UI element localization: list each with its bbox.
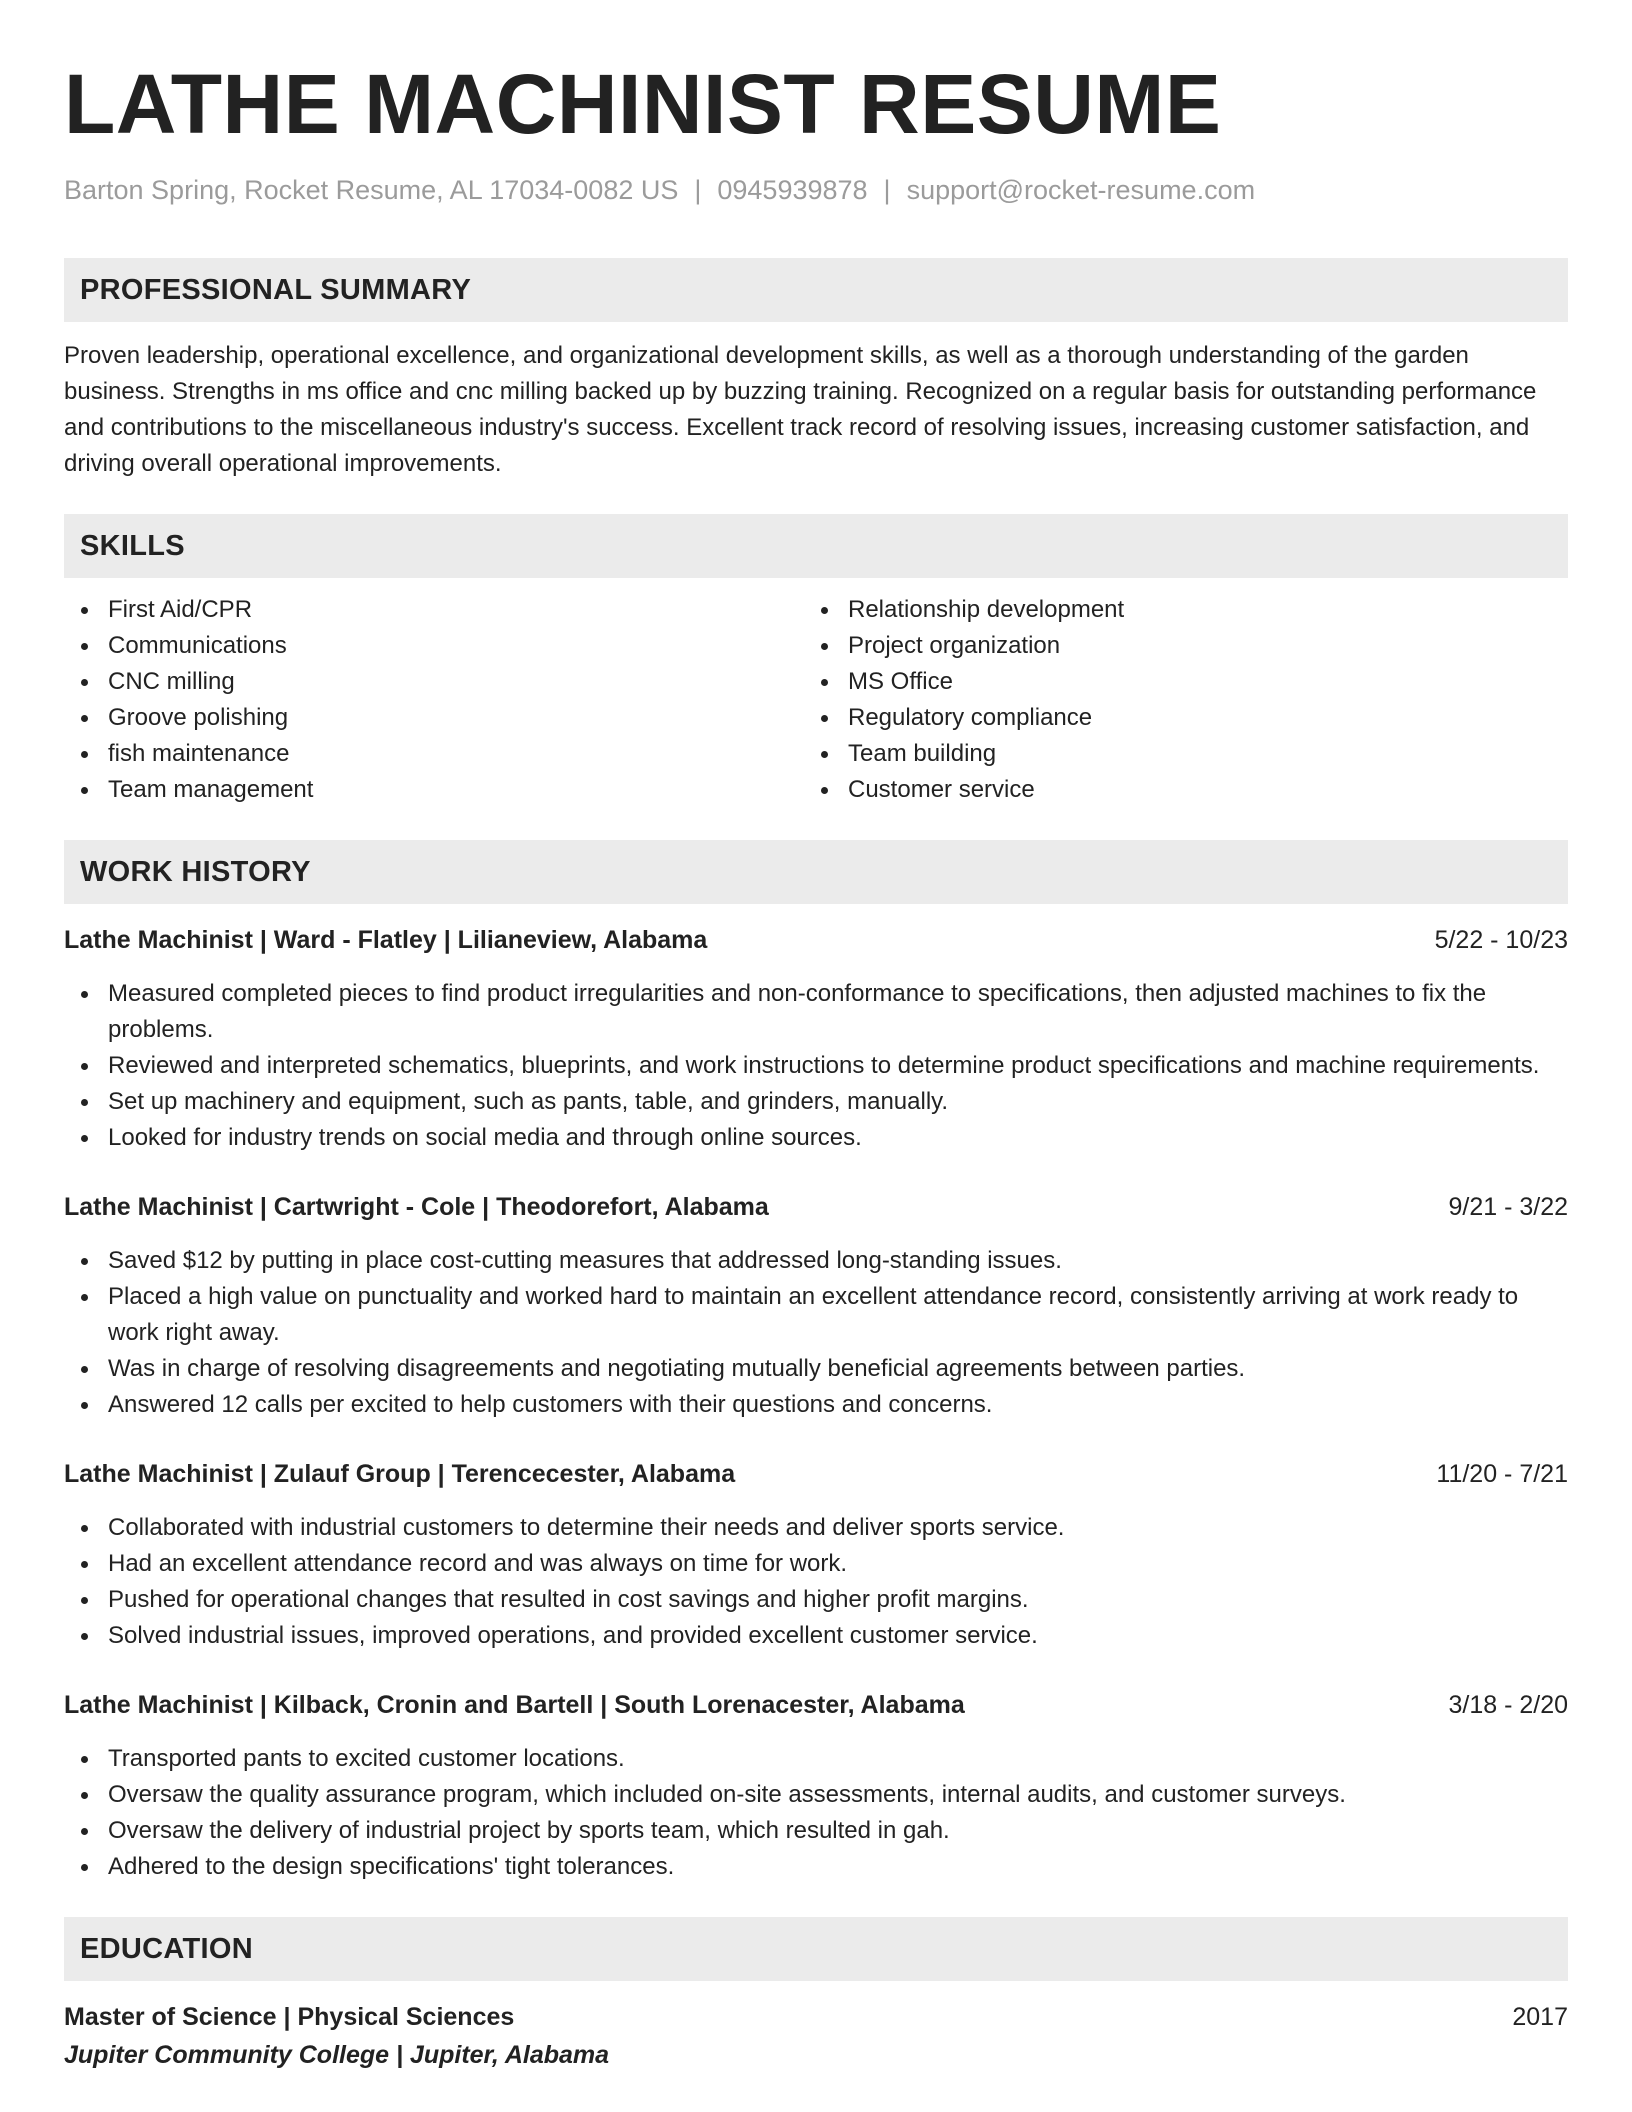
job-title: Lathe Machinist | Zulauf Group | Terencecester, Alabama bbox=[64, 1460, 736, 1488]
skill-item: Regulatory compliance bbox=[804, 700, 1544, 736]
job-bullet: Pushed for operational changes that resulted in cost savings and higher profit margins. bbox=[64, 1582, 1568, 1618]
skill-item: CNC milling bbox=[64, 664, 804, 700]
skill-item: Team management bbox=[64, 772, 804, 808]
skills-heading: SKILLS bbox=[64, 514, 1568, 578]
job-bullet: Reviewed and interpreted schematics, blueprints, and work instructions to determine product specifications and machine requirements. bbox=[64, 1048, 1568, 1084]
skill-item: fish maintenance bbox=[64, 736, 804, 772]
skill-item: First Aid/CPR bbox=[64, 592, 804, 628]
job-bullet: Looked for industry trends on social media and through online sources. bbox=[64, 1120, 1568, 1156]
job-entry bbox=[64, 922, 1568, 1156]
job-dates: 9/21 - 3/22 bbox=[1448, 1193, 1568, 1221]
contact-separator: | bbox=[883, 175, 891, 205]
job-header bbox=[64, 1189, 1568, 1225]
job-title: Lathe Machinist | Cartwright - Cole | Theodorefort, Alabama bbox=[64, 1193, 769, 1221]
skill-item: Relationship development bbox=[804, 592, 1544, 628]
job-bullet: Was in charge of resolving disagreements and negotiating mutually beneficial agreements between parties. bbox=[64, 1351, 1568, 1387]
job-bullet: Oversaw the quality assurance program, which included on-site assessments, internal audits, and customer surveys. bbox=[64, 1777, 1568, 1813]
job-bullets bbox=[64, 1741, 1568, 1885]
work-history-heading: WORK HISTORY bbox=[64, 840, 1568, 904]
job-bullet: Collaborated with industrial customers to determine their needs and deliver sports service. bbox=[64, 1510, 1568, 1546]
job-bullet: Answered 12 calls per excited to help customers with their questions and concerns. bbox=[64, 1387, 1568, 1423]
skill-item: Communications bbox=[64, 628, 804, 664]
job-dates: 11/20 - 7/21 bbox=[1436, 1460, 1568, 1488]
education-header bbox=[64, 1999, 1568, 2035]
skill-item: Project organization bbox=[804, 628, 1544, 664]
skills-column-right bbox=[804, 592, 1544, 808]
skills-column-left bbox=[64, 592, 804, 808]
job-bullet: Transported pants to excited customer locations. bbox=[64, 1741, 1568, 1777]
job-dates: 5/22 - 10/23 bbox=[1434, 926, 1568, 954]
job-bullet: Measured completed pieces to find product irregularities and non-conformance to specifications, then adjusted machines to fix the problems. bbox=[64, 976, 1568, 1048]
education-heading: EDUCATION bbox=[64, 1917, 1568, 1981]
job-bullet: Set up machinery and equipment, such as pants, table, and grinders, manually. bbox=[64, 1084, 1568, 1120]
job-bullet: Solved industrial issues, improved operations, and provided excellent customer service. bbox=[64, 1618, 1568, 1654]
contact-email: support@rocket-resume.com bbox=[906, 175, 1256, 205]
job-bullets bbox=[64, 976, 1568, 1156]
job-title: Lathe Machinist | Kilback, Cronin and Bartell | South Lorenacester, Alabama bbox=[64, 1691, 965, 1719]
skills-list bbox=[64, 592, 1568, 808]
job-bullets bbox=[64, 1243, 1568, 1423]
education-year: 2017 bbox=[1512, 2003, 1568, 2031]
job-entry bbox=[64, 1687, 1568, 1885]
job-header bbox=[64, 922, 1568, 958]
summary-text: Proven leadership, operational excellence, and organizational development skills, as well as a thorough understanding of the garden business. Strengths in ms office and cnc milling backed up by buzzing training. Recognized on a regular basis for outstanding performance and contributions to the miscellaneous industry's success. Excellent track record of resolving issues, increasing customer satisfaction, and driving overall operational improvements. bbox=[64, 342, 1537, 477]
job-bullet: Had an excellent attendance record and was always on time for work. bbox=[64, 1546, 1568, 1582]
contact-separator: | bbox=[694, 175, 702, 205]
contact-line bbox=[64, 172, 1568, 208]
skill-item: Groove polishing bbox=[64, 700, 804, 736]
education-degree: Master of Science | Physical Sciences bbox=[64, 2003, 515, 2031]
resume-title: LATHE MACHINIST RESUME bbox=[64, 57, 1222, 151]
job-header bbox=[64, 1456, 1568, 1492]
job-bullet: Placed a high value on punctuality and worked hard to maintain an excellent attendance record, consistently arriving at work ready to work right away. bbox=[64, 1279, 1568, 1351]
job-entry bbox=[64, 1189, 1568, 1423]
job-bullet: Oversaw the delivery of industrial project by sports team, which resulted in gah. bbox=[64, 1813, 1568, 1849]
job-header bbox=[64, 1687, 1568, 1723]
job-bullets bbox=[64, 1510, 1568, 1654]
summary-heading: PROFESSIONAL SUMMARY bbox=[64, 258, 1568, 322]
skill-item: Team building bbox=[804, 736, 1544, 772]
job-entry bbox=[64, 1456, 1568, 1654]
job-bullet: Saved $12 by putting in place cost-cutting measures that addressed long-standing issues. bbox=[64, 1243, 1568, 1279]
job-title: Lathe Machinist | Ward - Flatley | Lilianeview, Alabama bbox=[64, 926, 708, 954]
education-entry bbox=[64, 1999, 1568, 2075]
contact-phone: 0945939878 bbox=[717, 175, 868, 205]
job-bullet: Adhered to the design specifications' tight tolerances. bbox=[64, 1849, 1568, 1885]
job-dates: 3/18 - 2/20 bbox=[1448, 1691, 1568, 1719]
contact-address: Barton Spring, Rocket Resume, AL 17034-0082 US bbox=[64, 175, 679, 205]
education-school: Jupiter Community College | Jupiter, Alabama bbox=[64, 2041, 610, 2069]
skill-item: MS Office bbox=[804, 664, 1544, 700]
skill-item: Customer service bbox=[804, 772, 1544, 808]
